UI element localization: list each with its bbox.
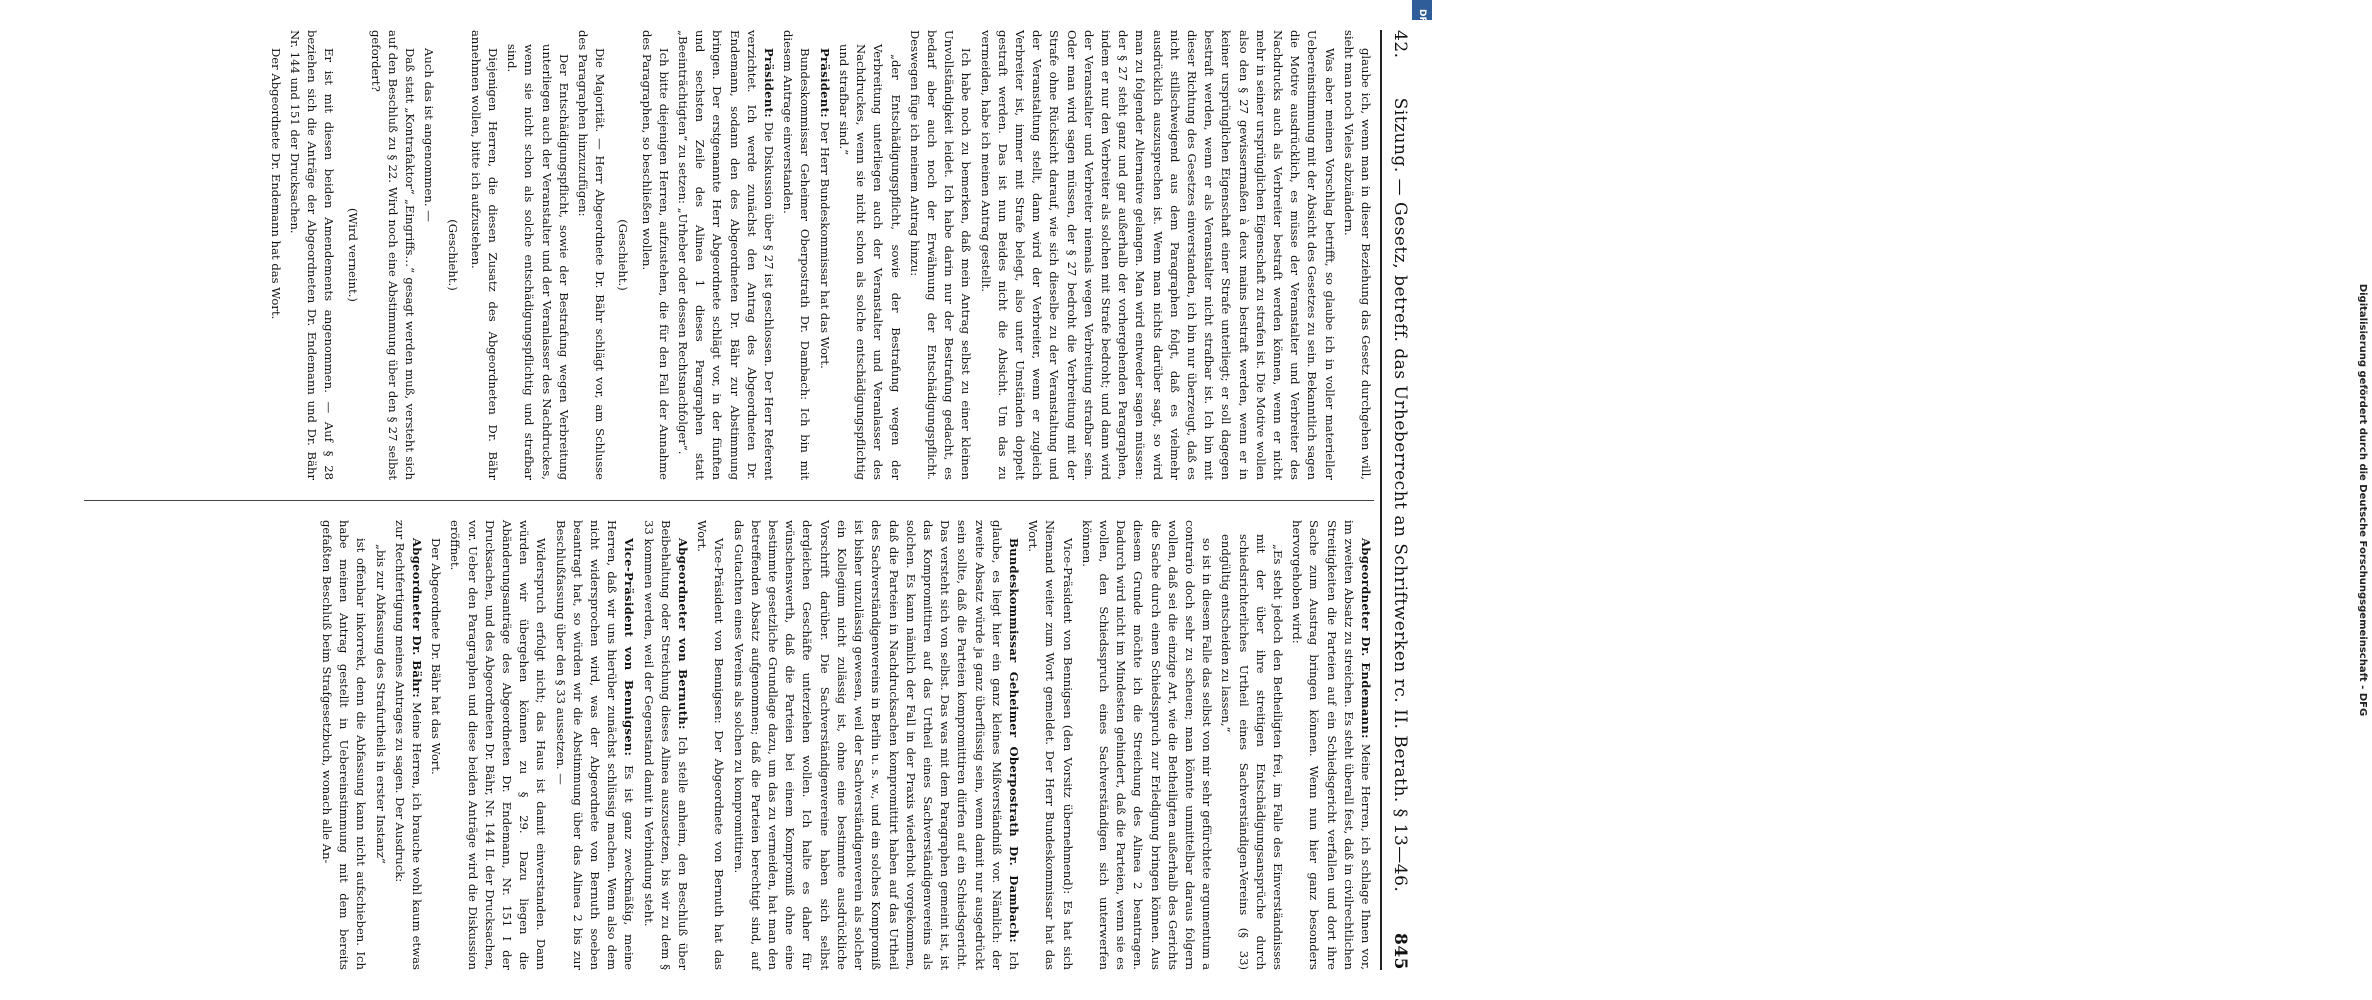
speech-text: Ich stelle anheim, den Beschluß über Beibehaltung oder Streichung dieses Alinea auszusetzen, bis wir zu dem § 33 kommen werden, weil der Gegenstand damit in Verbindung steht.: [641, 520, 691, 971]
paragraph: Der Abgeordnete Dr. Bähr hat das Wort.: [429, 538, 444, 775]
column-divider: [84, 500, 1374, 501]
paragraph: Er ist mit diesen beiden Amendements angenommen. — Auf § 28 beziehen sich die Anträge der Abgeordneten Dr. Endemann und Dr. Bähr Nr. 144 und 151 der Drucksachen.: [288, 30, 337, 480]
left-column: [84, 30, 1374, 480]
speaker-name: Abgeordneter Dr. Bähr:: [410, 538, 425, 698]
stage-direction: (Wird verneint.): [345, 208, 360, 302]
speech-text: Meine Herren, ich schlage Ihnen vor, im zweiten Absatz zu streichen. Es steht überall fest, daß in civilrechtlichen Streitigkeiten die Parteien auf ein Schiedsgericht verfallen und dort ihre Sache zum Austrag bringen können. Wenn nun hier ganz besonders hervorgehoben wird:: [1290, 520, 1373, 970]
header-rule: [1380, 30, 1382, 970]
paragraph: so ist in diesem Falle das selbst von mir sehr gefürchtete argumentum a contrario doch sehr zu scheuen; man könnte unmittelbar daraus folgern wollen, daß sei die einzige Art, wie die Betheiligten außerhalb des Gerichts die Sache durch einen Schiedsspruch zur Erledigung bringen können. Aus diesem Grunde möchte ich die Streichung des Alinea 2 beantragen. Dadurch wird nicht im Mindesten gehindert, daß die Parteien, wenn sie es wollen, den Schiedsspruch eines Sachverständigen sich unterwerfen können.: [1079, 520, 1215, 970]
quoted-motion: Der Entschädigungspflicht, sowie der Bestrafung wegen Verbreitung unterliegen auch der Veranstalter und der Veranlasser des Nachdruckes, wenn sie nicht schon als solche entschädigungspflichtig und strafbar sind.: [505, 44, 571, 480]
paragraph: Vice-Präsident von Bennigsen: Der Abgeordnete von Bernuth hat das Wort.: [695, 520, 727, 970]
speaker-name: Abgeordneter von Bernuth:: [676, 538, 691, 730]
speaker-name: Vice-Präsident von Bennigsen:: [622, 538, 637, 757]
speaker-paragraph: [551, 520, 637, 970]
paragraph: ist offenbar inkorrekt, denn die Abfassung kann nicht aufschieben. Ich habe meinen Antrag gestellt in Uebereinstimmung mit dem bereits gefaßten Beschluß beim Strafgesetzbuch, wonach alle An-: [320, 520, 369, 970]
quoted-motion: „der Entschädigungspflicht, sowie der Bestrafung wegen der Verbreitung unterliegen auch der Veranstalter und Veranlasser des Nachdruckes, wenn sie nicht schon als solche entschädigungspflichtig und strafbar sind.“: [836, 44, 903, 480]
speech-text: Die Diskussion über § 27 ist geschlossen. Der Herr Referent verzichtet. Ich werde zunächst den Antrag des Abgeordneten Dr. Endemann, sodann den des Abgeordneten Dr. Bähr zur Abstimmung bringen. Der erstgenannte Herr Abgeordnete schlägt vor, in der fünften und sechsten Zeile des Alinea 1 dieses Paragraphen statt „Beeinträchtigten“ zu setzen: „Urheber oder dessen Rechtsnachfolger“.: [676, 30, 777, 481]
paragraph: glaube ich, wenn man in dieser Beziehung das Gesetz durchgehen will, sieht man noch Vieles abzuändern.: [1341, 30, 1373, 480]
speaker-paragraph: [639, 520, 691, 970]
quoted-motion: „bis zur Abfassung des Strafurtheils in erster Instanz“: [373, 544, 388, 864]
speech-text: Es ist ganz zweckmäßig, meine Herren, daß wir uns hierüber zunächst schlüssig machen. Wenn also dem nicht widersprochen wird, was der Abgeordnete von Bernuth soeben beantragt hat, so würden wir die Abstimmung über das Alinea 2 bis zur Beschlußfassung über den § 33 aussetzen. —: [553, 520, 637, 971]
digitization-note-strip: [1412, 20, 2368, 980]
speech-text: Ich glaube, es liegt hier ein ganz kleines Mißverständniß vor. Nämlich: der zweite Absatz würde ja ganz überflüssig sein, wenn damit nur ausgedrückt sein sollte, daß die Parteien kompromittiren dürfen auf ein Schiedsgericht. Das versteht sich von selbst. Das was mit dem Paragraphen gemeint ist, ist das Kompromittiren auf das Urtheil eines Sachverständigenvereins als solchen. Es kann nämlich der Fall in der Praxis wiederholt vorgekommen, daß die Parteien in Nachdrucksachen kompromittirt haben auf das Urtheil des Sachverständigenvereins in Berlin u. s. w., und ein solches Kompromiß ist bisher unzulässig gewesen, weil der Sachverständigenverein als solcher ein Kollegium nicht zulässig ist, ohne eine bestimmte ausdrückliche Vorschrift darüber. Die Sachverständigenvereine haben sich selbst dergleichen Geschäfte unterziehen wollen. Ich halte es daher für wünschenswerth, daß die Parteien bei einem Kompromiß ohne eine bestimmte gesetzliche Grundlage dazu, um das zu vermeiden, hat man den betreffenden Absatz aufgenommen; daß die Parteien berechtigt sind, auf das Gutachten eines Vereins als solchen zu kompromittiren.: [731, 520, 1021, 971]
quoted-motion: „Es steht jedoch den Betheiligten frei, im Falle des Einverständnisses mit der über ihre streitigen Entschädigungsansprüche durch schiedsrichterliches Urtheil eines Sachverständigen-Vereins (§ 33) endgültig entscheiden zu lassen,“: [1219, 534, 1285, 970]
speaker-paragraph: [1288, 520, 1374, 970]
speech-text: Meine Herren, ich brauche wohl kaum etwas zur Rechtfertigung meines Antrages zu sagen. Der Ausdruck:: [392, 520, 425, 970]
running-head-title: Sitzung. — Gesetz, betreff. das Urheberrecht an Schriftwerken rc. II. Berath. § 13—46.: [1390, 97, 1410, 893]
paragraph: Auch das ist angenommen. —: [422, 48, 437, 222]
paragraph: Daß statt „Kontrafaktor“ „Eingriffs…“ gesagt werden muß, versteht sich auf den Beschluß zu § 22. Wird noch eine Abstimmung über den § 27 selbst gefordert?: [368, 30, 418, 480]
paragraph: Ich bitte diejenigen Herren, aufzustehen, die für den Fall der Annahme des Paragraphen, so beschließen wollen.: [639, 30, 671, 480]
speaker-paragraph: [391, 520, 425, 970]
paragraph: Was aber meinen Vorschlag betrifft, so glaube ich in voller materieller Uebereinstimmung mit der Absicht des Gesetzes zu sein. Bekanntlich sagen die Motive ausdrücklich, es müsse der Veranstalter und Verbreiter des Nachdrucks auch als Verbreiter bestraft werden können, wenn er nicht mehr in seiner ursprünglichen Eigenschaft zu strafen ist. Die Motive wollen also den § 27 gewissermaßen à deux mains bestraft werden, wenn er in keiner ursprünglichen Eigenschaft einer Strafe unterliegt; er soll dagegen bestraft werden, wenn er als Veranstalter nicht strafbar ist. Ich bin mit dieser Richtung des Gesetzes einverstanden, ich bin nur überzeugt, daß es nicht stillschweigend aus dem Paragraphen folgt, daß es vielmehr ausdrücklich auszusprechen ist. Wenn man nichts darüber sagt, so wird man zu folgender Alternative gelangen. Man wird entweder sagen müssen: der § 27 steht ganz und gar außerhalb der vorhergehenden Paragraphen, indem er nur den Verbreiter als solchen mit Strafe bedroht; und dann wird der Veranstalter und Verbreiter niemals wegen Verbreitung strafbar sein. Oder man wird sagen müssen, der § 27 bedroht die Verbreitung mit der Strafe ohne Rücksicht darauf, wie sich dieselbe zu der Veranstaltung und der Veranstaltung stellt, dann wird der Verbreiter, wenn er zugleich Verbreiter ist, immer mit Strafe belegt, also unter Umständen doppelt gestraft werden. Das ist nun Beides nicht die Absicht. Um das zu vermeiden, habe ich meinen Antrag gestellt.: [978, 30, 1337, 480]
paragraph: Widerspruch erfolgt nicht; das Haus ist damit einverstanden. Dann würden wir übergehen können zu § 29. Dazu liegen die Abänderungsanträge des Abgeordneten Dr. Endemann, Nr. 151 I der Drucksachen, und des Abgeordneten Dr. Bähr, Nr. 144 II. der Drucksachen, vor. Ueber den Paragraphen und diese beiden Anträge wird die Diskussion eröffnet.: [448, 520, 549, 970]
page-number: 845: [1390, 933, 1410, 970]
speaker-name: Bundeskommissar Geheimer Oberpostrath Dr. Dambach:: [1006, 538, 1021, 943]
speaker-name: Abgeordneter Dr. Endemann:: [1359, 538, 1373, 739]
paragraph: Ich habe noch zu bemerken, daß mein Antrag selbst zu einer kleinen Unvollständigkeit leidet. Ich habe darin nur der Bestrafung gedacht, es bedarf aber auch noch der Erwähnung der Entschädigungspflicht. Deswegen füge ich meinem Antrag hinzu:: [907, 30, 974, 480]
stage-direction: (Geschieht.): [616, 219, 631, 291]
running-head: [1384, 30, 1410, 970]
right-column: [84, 520, 1374, 970]
speech-text: Der Herr Bundeskommissar hat das Wort.: [817, 121, 832, 369]
paragraph: Vice-Präsident von Bennigsen (den Vorsitz übernehmend): Es hat sich Niemand weiter zum Wort gemeldet. Der Herr Bundeskommissar hat das Wort.: [1026, 520, 1075, 970]
paragraph: Bundeskommissar Geheimer Oberpostrath Dr. Dambach: Ich bin mit diesem Antrage einverstanden.: [781, 30, 813, 480]
paragraph: Der Abgeordnete Dr. Endemann hat das Wort.: [268, 48, 283, 320]
speaker-paragraph: [816, 30, 833, 480]
session-number: 42.: [1390, 30, 1410, 59]
stage-direction: (Geschieht.): [445, 219, 460, 291]
page-body: [74, 30, 1374, 970]
speaker-name: Präsident:: [817, 48, 832, 118]
speaker-paragraph: [674, 30, 777, 480]
speaker-name: Präsident:: [762, 48, 777, 118]
digitization-note: Digitalisierung gefördert durch die Deutsche Forschungsgemeinschaft - DFG: [2357, 283, 2368, 717]
paragraph: Diejenigen Herren, die diesen Zusatz des Abgeordneten Dr. Bähr annehmen wollen, bitte ich aufzustehen.: [468, 30, 501, 480]
speaker-paragraph: [729, 520, 1021, 970]
paragraph: Die Majorität. — Herr Abgeordnete Dr. Bähr schlägt vor, am Schlusse des Paragraphen hinzuzufügen:: [576, 30, 608, 480]
